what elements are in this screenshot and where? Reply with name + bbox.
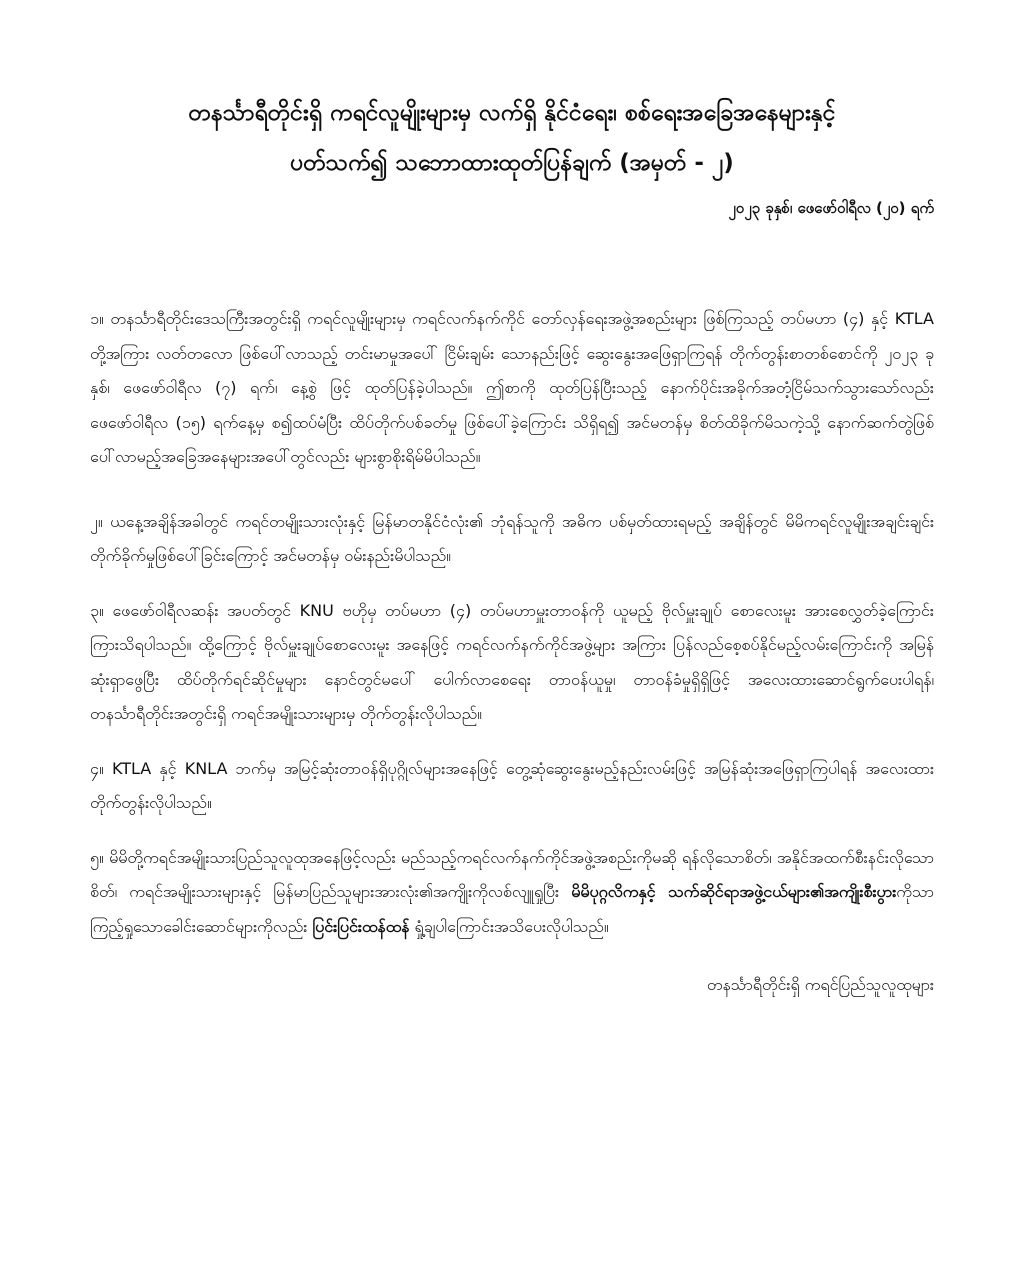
paragraph-5-bold-a: မိမိပုဂ္ဂလိကနှင့် သက်ဆိုင်ရာအဖွဲ့ငယ်များ၏အကျိုးစီးပွား — [571, 882, 897, 901]
title-line-1: တနင်္သာရီတိုင်းရှိ ကရင်လူမျိုးများမှ လက်ရှိ နိုင်ငံရေး၊ စစ်ရေးအခြေအနေများနှင့် — [188, 100, 836, 126]
title-line-2: ပတ်သက်၍ သဘောထားထုတ်ပြန်ချက် (အမှတ် - ၂) — [290, 150, 734, 176]
signature: တနင်္သာရီတိုင်းရှိ ကရင်ပြည်သူလူထုများ — [706, 975, 934, 994]
paragraph-5 — [90, 841, 934, 945]
paragraph-5-text-a: ၅။ မိမိတို့ကရင်အမျိုးသားပြည်သူလူထုအနေဖြင့်လည်း မည်သည့်ကရင်လက်နက်ကိုင်အဖွဲ့အစည်းကိုမဆို ရန်လိုသောစိတ်၊ အနိုင်အထက်စီးနင်းလိုသောစိတ်၊ ကရင်အမျိုးသားများနှင့် မြန်မာပြည်သူများအားလုံး၏အကျိုးကိုလစ်လျူရှုပြီး — [90, 847, 934, 901]
paragraph-3: ၃။ ဖေဖော်ဝါရီလဆန်း အပတ်တွင် KNU ဗဟိုမှ တပ်မဟာ (၄) တပ်မဟာမှူးတာဝန်ကို ယူမည့် ဗိုလ်မှူးချုပ် စောလေးမူး အားစေလွှတ်ခဲ့ကြောင်းကြားသိရပါသည်။ ထို့ကြောင့် ဗိုလ်မှူးချုပ်စောလေးမူး အနေဖြင့် ကရင်လက်နက်ကိုင်အဖွဲ့များ အကြား ပြန်လည်စေ့စပ်နိုင်မည့်လမ်းကြောင်းကို အမြန်ဆုံးရှာဖွေပြီး ထိပ်တိုက်ရင်ဆိုင်မှုများ နောင်တွင်မပေါ် ပေါက်လာစေရေး တာဝန်ယူမှု၊ တာဝန်ခံမှုရှိရှိဖြင့် အလေးထားဆောင်ရွက်ပေးပါရန်၊ တနင်္သာရီတိုင်းအတွင်းရှိ ကရင်အမျိုးသားများမှ တိုက်တွန်းလိုပါသည်။ — [90, 600, 934, 723]
paragraph-5-bold-b: ပြင်းပြင်းထန်ထန် — [312, 916, 410, 936]
paragraph-2: ၂။ ယနေ့အချိန်အခါတွင် ကရင်တမျိုးသားလုံးနှင့် မြန်မာတနိုင်ငံလုံး၏ ဘုံရန်သူကို အဓိက ပစ်မှတ်ထားရမည့် အချိန်တွင် မိမိကရင်လူမျိုးအချင်းချင်းတိုက်ခိုက်မှုဖြစ်ပေါ်ခြင်းကြောင့် အင်မတန်မှ ဝမ်းနည်းမိပါသည်။ — [90, 511, 934, 565]
paragraph-5-text-b: ကိုသာ ကြည့်ရှုသောခေါင်းဆောင်များကိုလည်း — [90, 882, 934, 936]
document-title — [90, 88, 934, 188]
paragraph-1: ၁။ တနင်္သာရီတိုင်းဒေသကြီးအတွင်းရှိ ကရင်လူမျိုးများမှ ကရင်လက်နက်ကိုင် တော်လှန်ရေးအဖွဲ့အစည်းများ ဖြစ်ကြသည့် တပ်မဟာ (၄) နှင့် KTLA တို့အကြား လတ်တလော ဖြစ်ပေါ်လာသည့် တင်းမာမှုအပေါ် ငြိမ်းချမ်း သောနည်းဖြင့် ဆွေးနွေးအဖြေရှာကြရန် တိုက်တွန်းစာတစ်စောင်ကို ၂၀၂၃ ခုနှစ်၊ ဖေဖော်ဝါရီလ (၇) ရက်၊ နေ့စွဲ ဖြင့် ထုတ်ပြန်ခဲ့ပါသည်။ ဤစာကို ထုတ်ပြန်ပြီးသည့် နောက်ပိုင်းအခိုက်အတံ့ငြိမ်သက်သွားသော်လည်း ဖေဖော်ဝါရီလ (၁၅) ရက်နေ့မှ စ၍ထပ်မံပြီး ထိပ်တိုက်ပစ်ခတ်မှု ဖြစ်ပေါ်ခဲ့ကြောင်း သိရှိရ၍ အင်မတန်မှ စိတ်ထိခိုက်မိသကဲ့သို့ နောက်ဆက်တွဲဖြစ်ပေါ်လာမည့်အခြေအနေများအပေါ်တွင်လည်း များစွာစိုးရိမ်မိပါသည်။ — [90, 309, 934, 466]
document-date: ၂၀၂၃ ခုနှစ်၊ ဖေဖော်ဝါရီလ (၂၀) ရက် — [728, 199, 934, 217]
paragraph-4: ၄။ KTLA နှင့် KNLA ဘက်မှ အမြင့်ဆုံးတာဝန်ရှိပုဂ္ဂိုလ်များအနေဖြင့် တွေ့ဆုံဆွေးနွေးမည့်နည်းလမ်းဖြင့် အမြန်ဆုံးအဖြေရှာကြပါရန် အလေးထားတိုက်တွန်းလိုပါသည်။ — [90, 758, 934, 812]
paragraph-5-text-c: ရှုံ့ချပါကြောင်းအသိပေးလိုပါသည်။ — [409, 916, 609, 936]
